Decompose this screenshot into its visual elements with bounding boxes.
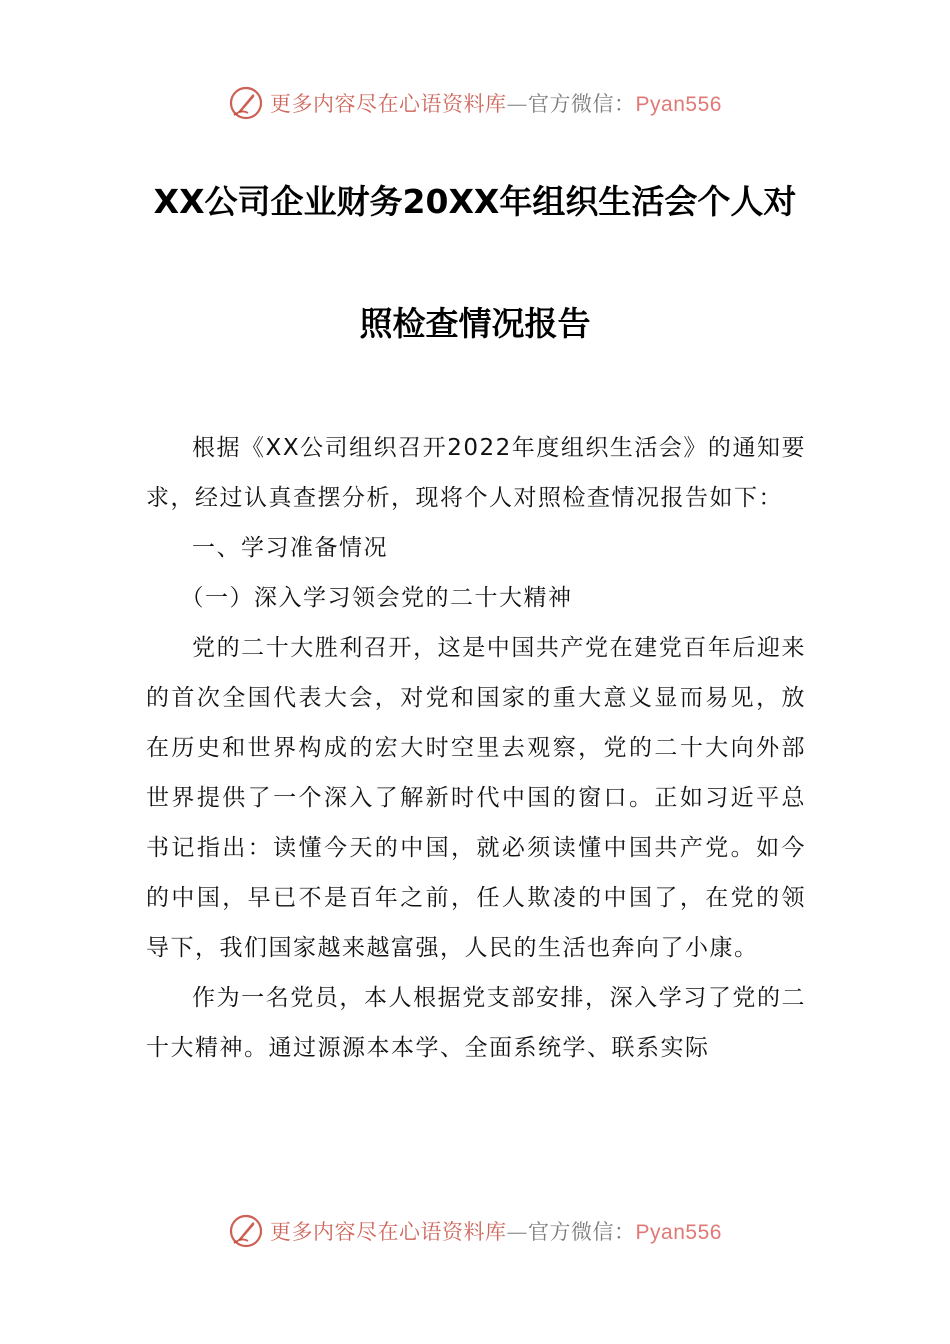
watermark-wechat-label: 官方微信： — [528, 1220, 636, 1244]
watermark-text — [270, 1216, 722, 1246]
body-paragraph-1: 党的二十大胜利召开，这是中国共产党在建党百年后迎来的首次全国代表大会，对党和国家的重大意义显而易见，放在历史和世界构成的宏大时空里去观察，党的二十大向外部世界提供了一个深入了解新时代中国的窗口。正如习近平总书记指出：读懂今天的中国，就必须读懂中国共产党。如今的中国，早已不是百年之前，任人欺凌的中国了，在党的领导下，我们国家越来越富强，人民的生活也奔向了小康。 — [146, 635, 806, 961]
watermark-separator: — — [506, 92, 529, 116]
watermark-text — [270, 88, 722, 118]
watermark-separator: — — [506, 1220, 529, 1244]
watermark-wechat-id: Pyan556 — [635, 93, 722, 116]
document-title-line-1: XX公司企业财务20XX年组织生活会个人对 — [153, 182, 797, 221]
footer-watermark — [0, 1211, 950, 1251]
watermark-wechat-id: Pyan556 — [635, 1221, 722, 1244]
body-paragraph-2: 作为一名党员，本人根据党支部安排，深入学习了党的二十大精神。通过源源本本学、全面系统学、联系实际 — [146, 985, 806, 1061]
watermark-brand: 更多内容尽在心语资料库 — [270, 1220, 507, 1244]
intro-paragraph: 根据《XX公司组织召开2022年度组织生活会》的通知要求，经过认真查摆分析，现将个人对照检查情况报告如下： — [146, 435, 806, 511]
quill-pen-icon — [228, 85, 264, 121]
section-heading: 一、学习准备情况 — [192, 535, 388, 561]
subsection-heading: （一）深入学习领会党的二十大精神 — [180, 585, 573, 611]
quill-pen-icon — [228, 1213, 264, 1249]
document-body — [146, 423, 806, 1073]
watermark-brand: 更多内容尽在心语资料库 — [270, 92, 507, 116]
watermark-wechat-label: 官方微信： — [528, 92, 636, 116]
document-title-line-2: 照检查情况报告 — [359, 304, 591, 343]
header-watermark — [0, 83, 950, 123]
